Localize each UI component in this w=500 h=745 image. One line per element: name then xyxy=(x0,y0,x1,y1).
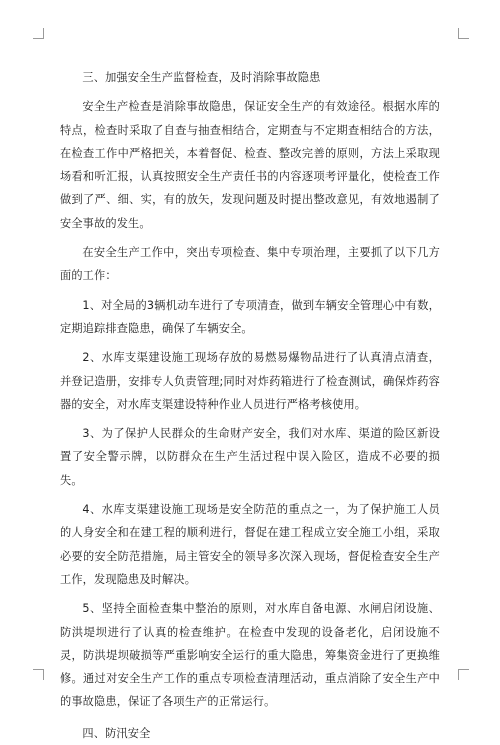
list-item-5: 5、坚持全面检查集中整治的原则，对水库自备电源、水闸启闭设施、防洪堤坝进行了认真的检查维护。在检查中发现的设备老化，启闭设施不灵，防洪堤坝破损等严重影响安全运行的重大隐患，筹集资金进行了更换维修。通过对安全生产工作的重点专项检查清理活动，重点消除了安全生产中的事故隐患，保证了各项生产的正常运行。 xyxy=(60,602,440,709)
list-item-1: 1、对全局的3辆机动车进行了专项清查，做到车辆安全管理心中有数，定期追踪排查隐患，确保了车辆安全。 xyxy=(60,298,440,335)
paragraph-inspection: 安全生产检查是消除事故隐患，保证安全生产的有效途径。根据水库的特点，检查时采取了自查与抽查相结合，定期查与不定期查相结合的方法，在检查工作中严格把关，本着督促、检查、整改完善的原则，方法上采取现场看和听汇报，认真按照安全生产责任书的内容逐项考评量化，使检查工作做到了严、细、实，有的放矢，发现问题及时提出整改意见，有效地遏制了安全事故的发生。 xyxy=(60,100,440,230)
list-item-2: 2、水库支渠建设施工现场存放的易燃易爆物品进行了认真清点清查，并登记造册，安排专人负责管理;同时对炸药箱进行了检查测试，确保炸药容器的安全，对水库支渠建设特种作业人员进行严格考核使用。 xyxy=(60,351,440,411)
crop-mark-bottom-right xyxy=(458,669,469,680)
section-heading-4: 四、防汛安全 xyxy=(82,726,151,740)
crop-mark-top-right xyxy=(458,28,469,39)
list-item-4: 4、水库支渠建设施工现场是安全防范的重点之一，为了保护施工人员的人身安全和在建工程的顺利进行，督促在建工程成立安全施工小组，采取必要的安全防范措施，局主管安全的领导多次深入现场，督促检查安全生产工作，发现隐患及时解决。 xyxy=(60,503,440,586)
crop-mark-bottom-left xyxy=(33,669,44,680)
section-heading-3: 三、加强安全生产监督检查，及时消除事故隐患 xyxy=(82,71,321,84)
paragraph-special-inspection: 在安全生产工作中，突出专项检查、集中专项治理，主要抓了以下几方面的工作： xyxy=(60,246,440,283)
document-body xyxy=(60,66,440,745)
crop-mark-top-left xyxy=(33,28,44,39)
list-item-3: 3、为了保护人民群众的生命财产安全，我们对水库、渠道的险区新设置了安全警示牌，以防群众在生产生活过程中误入险区，造成不必要的损失。 xyxy=(60,427,440,487)
